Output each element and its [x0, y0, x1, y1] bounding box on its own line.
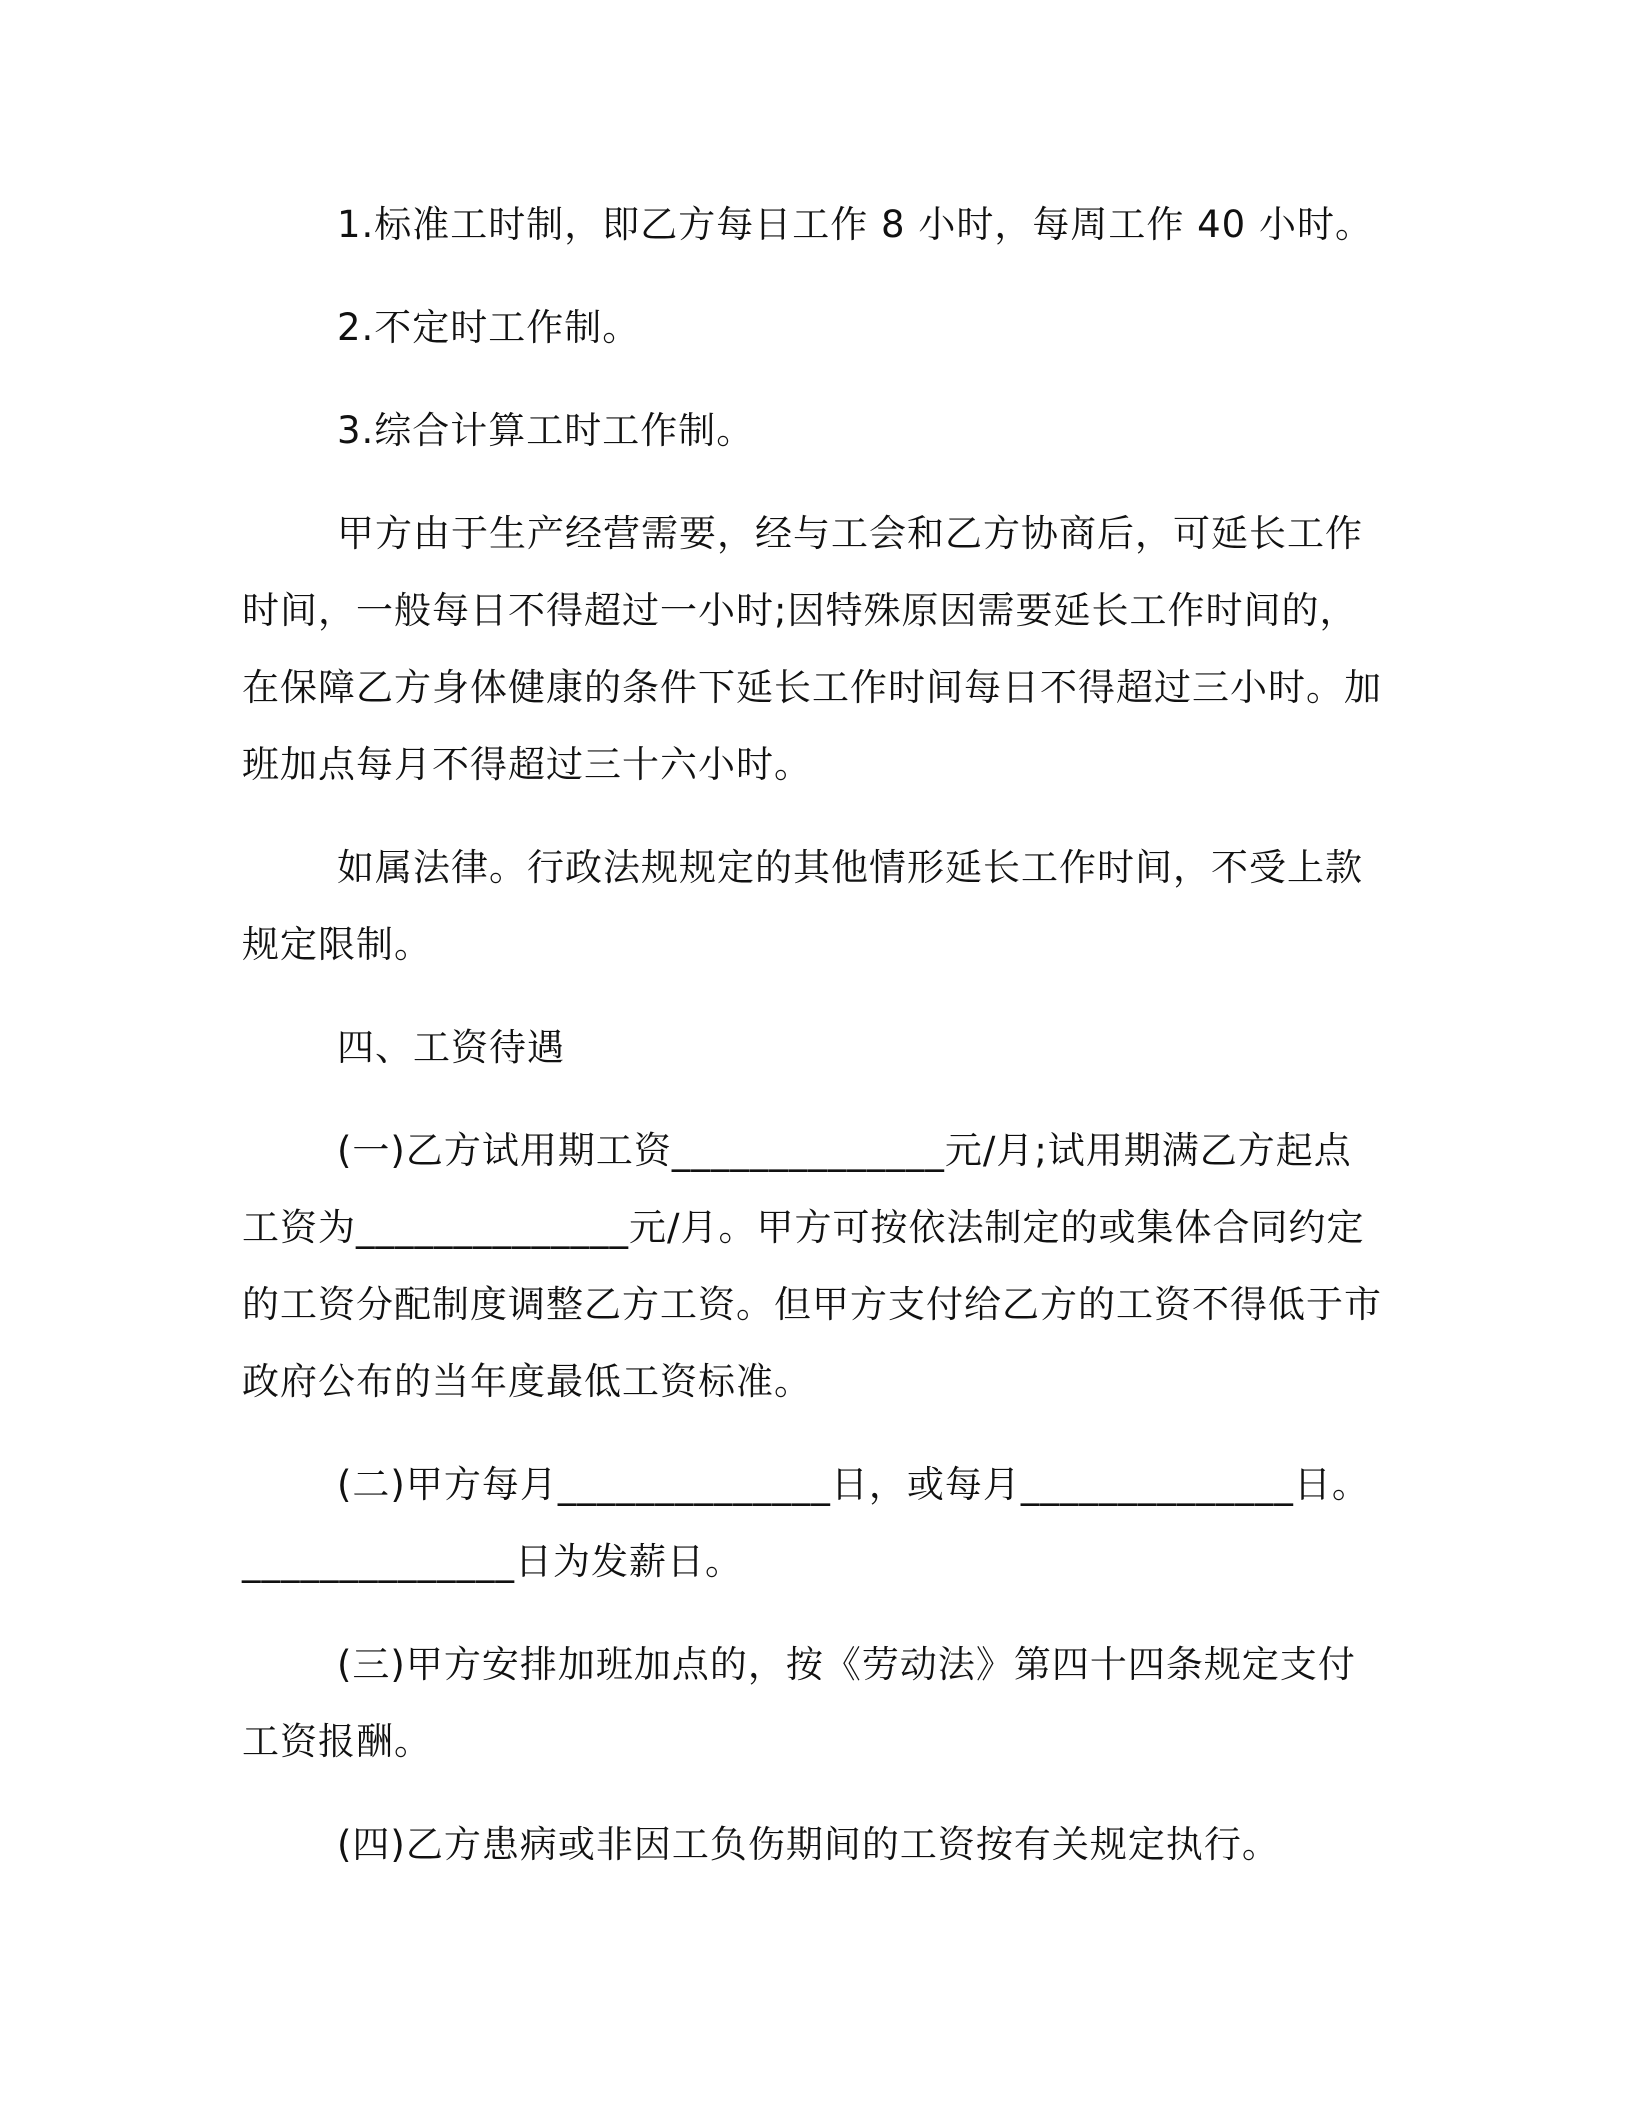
paragraph-overtime-pay: (三)甲方安排加班加点的，按《劳动法》第四十四条规定支付工资报酬。	[242, 1643, 1356, 1763]
paragraph-legal-exceptions: 如属法律。行政法规规定的其他情形延长工作时间，不受上款规定限制。	[242, 846, 1363, 966]
document-body	[242, 186, 1382, 1909]
section-heading-wages: 四、工资待遇	[337, 1026, 565, 1069]
paragraph-flexible-hours: 2.不定时工作制。	[337, 306, 641, 349]
paragraph-comprehensive-hours: 3.综合计算工时工作制。	[337, 409, 755, 452]
paragraph-wage-probation: (一)乙方试用期工资______________元/月;试用期满乙方起点工资为______________元/月。甲方可按依法制定的或集体合同约定的工资分配制度调整乙方工资。但甲方支付给乙方的工资不得低于市政府公布的当年度最低工资标准。	[242, 1129, 1382, 1403]
paragraph-standard-hours: 1.标准工时制，即乙方每日工作 8 小时，每周工作 40 小时。	[337, 203, 1373, 246]
paragraph-sick-pay: (四)乙方患病或非因工负伤期间的工资按有关规定执行。	[337, 1823, 1280, 1866]
paragraph-payday: (二)甲方每月______________日，或每月______________日。______________日为发薪日。	[242, 1463, 1370, 1583]
paragraph-overtime-limits: 甲方由于生产经营需要，经与工会和乙方协商后，可延长工作时间，一般每日不得超过一小时;因特殊原因需要延长工作时间的，在保障乙方身体健康的条件下延长工作时间每日不得超过三小时。加班加点每月不得超过三十六小时。	[242, 512, 1382, 786]
